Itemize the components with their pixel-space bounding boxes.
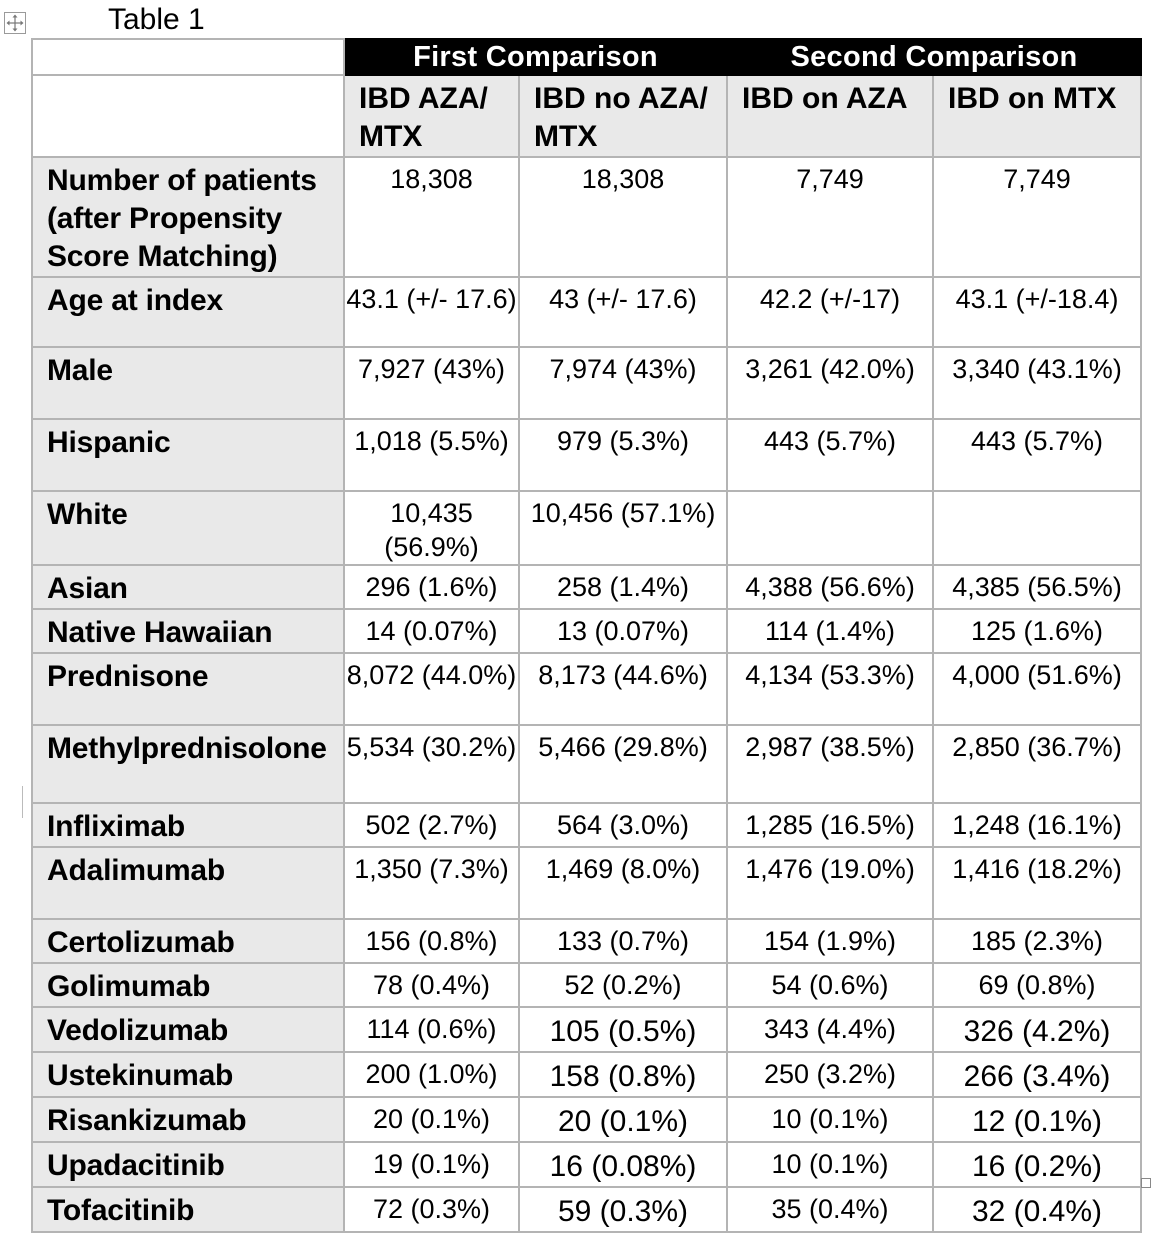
table-cell: 200 (1.0%) [344,1052,519,1097]
row-label: Ustekinumab [32,1052,344,1097]
table-cell: 443 (5.7%) [933,419,1141,491]
row-label: Asian [32,565,344,609]
table-cell: 1,248 (16.1%) [933,803,1141,847]
table-cell: 13 (0.07%) [519,609,727,653]
table-row [32,1097,1141,1142]
table-cell [727,491,933,565]
table-cell: 443 (5.7%) [727,419,933,491]
table-row [32,491,1141,565]
table-row [32,565,1141,609]
table-cell: 7,927 (43%) [344,347,519,419]
table-cell: 979 (5.3%) [519,419,727,491]
row-label: Upadacitinib [32,1142,344,1187]
table-row [32,1187,1141,1232]
column-header: IBD on AZA [727,75,933,157]
table-row [32,419,1141,491]
group-header-row [32,39,1141,75]
table-row [32,919,1141,963]
table-cell: 18,308 [519,157,727,277]
table-cell: 19 (0.1%) [344,1142,519,1187]
group-header-second: Second Comparison [727,39,1141,75]
table-caption: Table 1 [108,3,205,36]
table-cell: 16 (0.08%) [519,1142,727,1187]
table-cell: 52 (0.2%) [519,963,727,1007]
table-cell: 502 (2.7%) [344,803,519,847]
move-arrows-icon [5,13,25,33]
table-cell: 3,340 (43.1%) [933,347,1141,419]
table-cell: 105 (0.5%) [519,1007,727,1052]
table-cell: 1,018 (5.5%) [344,419,519,491]
table-cell: 14 (0.07%) [344,609,519,653]
table-row [32,803,1141,847]
table-row [32,725,1141,803]
table-cell: 59 (0.3%) [519,1187,727,1232]
table-cell: 7,974 (43%) [519,347,727,419]
table-cell: 32 (0.4%) [933,1187,1141,1232]
row-label: Tofacitinib [32,1187,344,1232]
table-cell: 72 (0.3%) [344,1187,519,1232]
row-label: Male [32,347,344,419]
table-cell: 78 (0.4%) [344,963,519,1007]
table-cell: 2,850 (36.7%) [933,725,1141,803]
table-cell: 20 (0.1%) [344,1097,519,1142]
row-label: White [32,491,344,565]
table-cell: 266 (3.4%) [933,1052,1141,1097]
table-cell: 125 (1.6%) [933,609,1141,653]
table-cell: 158 (0.8%) [519,1052,727,1097]
corner-cell [32,39,344,75]
row-label: Prednisone [32,653,344,725]
table-cell: 43 (+/- 17.6) [519,277,727,347]
table-cell: 7,749 [727,157,933,277]
table-cell: 1,476 (19.0%) [727,847,933,919]
column-header: IBD AZA/ MTX [344,75,519,157]
table-cell: 564 (3.0%) [519,803,727,847]
row-label: Risankizumab [32,1097,344,1142]
table-cell: 16 (0.2%) [933,1142,1141,1187]
table-cell: 42.2 (+/-17) [727,277,933,347]
table-cell: 296 (1.6%) [344,565,519,609]
table-cell: 1,350 (7.3%) [344,847,519,919]
row-label: Golimumab [32,963,344,1007]
table-cell: 8,173 (44.6%) [519,653,727,725]
row-label: Certolizumab [32,919,344,963]
table-cell: 185 (2.3%) [933,919,1141,963]
table-row [32,1142,1141,1187]
table-cell: 43.1 (+/- 17.6) [344,277,519,347]
table-cell: 154 (1.9%) [727,919,933,963]
table-cell: 250 (3.2%) [727,1052,933,1097]
table-cell: 12 (0.1%) [933,1097,1141,1142]
table-cell: 5,534 (30.2%) [344,725,519,803]
row-label: Native Hawaiian [32,609,344,653]
corner-cell-lower [32,75,344,157]
row-label: Age at index [32,277,344,347]
table-cell: 54 (0.6%) [727,963,933,1007]
table-cell: 18,308 [344,157,519,277]
table-cell: 2,987 (38.5%) [727,725,933,803]
table-cell: 326 (4.2%) [933,1007,1141,1052]
table-cell: 7,749 [933,157,1141,277]
table-cell: 20 (0.1%) [519,1097,727,1142]
row-label: Infliximab [32,803,344,847]
table-cell: 114 (1.4%) [727,609,933,653]
table-cell: 156 (0.8%) [344,919,519,963]
table-cell: 114 (0.6%) [344,1007,519,1052]
table-cell: 8,072 (44.0%) [344,653,519,725]
table-cell: 10 (0.1%) [727,1097,933,1142]
table-row [32,277,1141,347]
text-cursor-marker [22,786,23,818]
table-cell: 35 (0.4%) [727,1187,933,1232]
column-header-row [32,75,1141,157]
table-cell: 1,416 (18.2%) [933,847,1141,919]
table-cell: 43.1 (+/-18.4) [933,277,1141,347]
table-cell: 4,385 (56.5%) [933,565,1141,609]
row-label: Adalimumab [32,847,344,919]
table-cell: 133 (0.7%) [519,919,727,963]
row-label: Methylprednisolone [32,725,344,803]
table-cell: 258 (1.4%) [519,565,727,609]
column-header: IBD no AZA/ MTX [519,75,727,157]
row-label: Number of patients (after Propensity Score Matching) [32,157,344,277]
table-row [32,157,1141,277]
table-row [32,609,1141,653]
table-row [32,653,1141,725]
table-cell: 4,000 (51.6%) [933,653,1141,725]
table-row [32,847,1141,919]
data-table [31,38,1142,1233]
table-cell: 10 (0.1%) [727,1142,933,1187]
table-row [32,963,1141,1007]
table-cell: 343 (4.4%) [727,1007,933,1052]
table-cell: 69 (0.8%) [933,963,1141,1007]
table-cell: 5,466 (29.8%) [519,725,727,803]
table-resize-handle[interactable] [1141,1178,1151,1188]
table-row [32,347,1141,419]
table-cell: 1,469 (8.0%) [519,847,727,919]
row-label: Hispanic [32,419,344,491]
table-cell: 3,261 (42.0%) [727,347,933,419]
table-cell: 4,388 (56.6%) [727,565,933,609]
table-move-handle[interactable] [4,12,26,34]
table-cell: 1,285 (16.5%) [727,803,933,847]
table-cell: 10,435 (56.9%) [344,491,519,565]
table-row [32,1007,1141,1052]
table-cell: 4,134 (53.3%) [727,653,933,725]
row-label: Vedolizumab [32,1007,344,1052]
column-header: IBD on MTX [933,75,1141,157]
table-cell [933,491,1141,565]
table-row [32,1052,1141,1097]
group-header-first: First Comparison [344,39,727,75]
table-cell: 10,456 (57.1%) [519,491,727,565]
